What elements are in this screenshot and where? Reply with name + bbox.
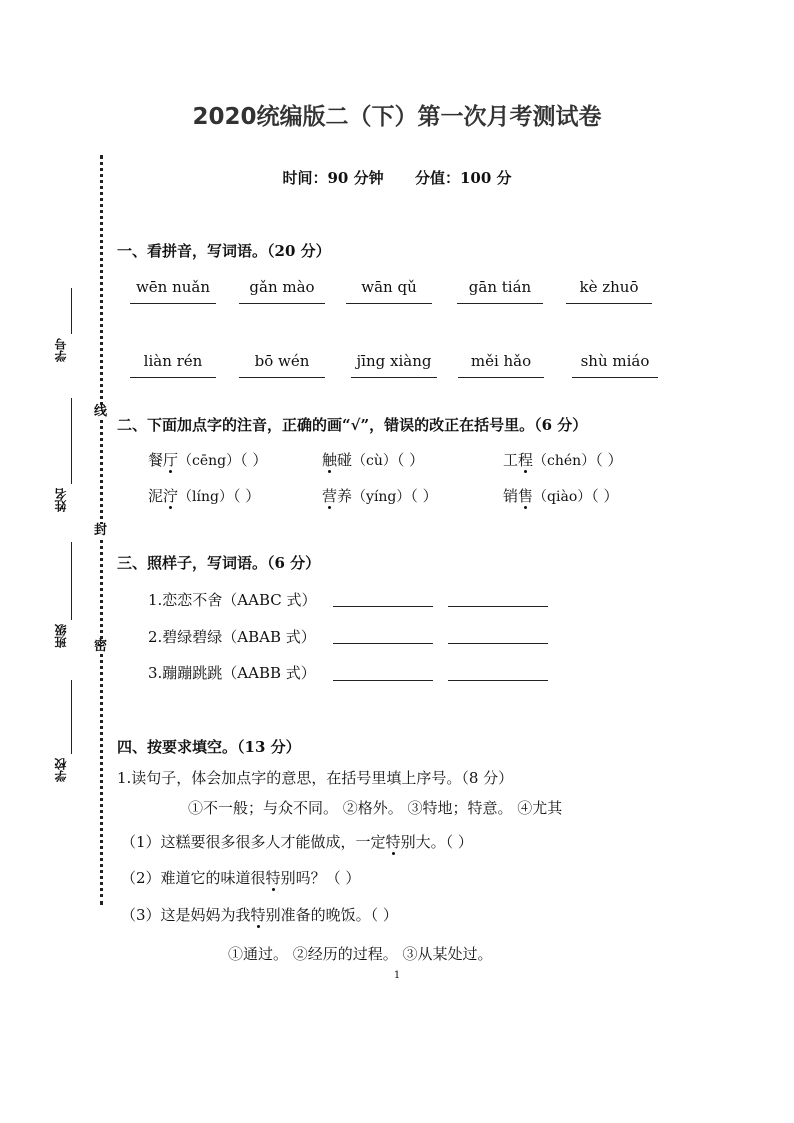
meaning-options-1: ①不一般；与众不同。 ②格外。 ③特地；特意。 ④尤其 [188,799,563,817]
school-label: 学校 [54,758,68,782]
dotted-char: 售 [518,487,534,505]
answer-line[interactable] [130,303,216,304]
answer-line[interactable] [333,606,433,607]
dotted-char: 特 [385,833,401,851]
answer-line[interactable] [130,377,216,378]
answer-line[interactable] [333,680,433,681]
name-label: 姓名 [54,488,68,512]
score-label: 分值： [414,169,460,187]
pinyin-item [572,352,658,378]
answer-blank[interactable]: （ ） [232,487,261,505]
section2-heading: 二、下面加点字的注音，正确的画“√”，错误的改正在括号里。（6 分） [117,416,588,434]
pinyin-text: gǎn mào [249,278,315,296]
dotted-char: 触 [322,451,338,469]
dotted-char: 营 [322,487,338,505]
pinyin-item [239,352,325,378]
pinyin-text: shù miáo [580,352,650,370]
pinyin-item [130,278,216,304]
student-id-label: 学号 [54,338,68,362]
answer-blank[interactable]: 别准备的晚饭。（ ） [265,906,398,924]
dotted-char: 特 [250,906,266,924]
exam-info [0,167,794,188]
question-1: 1.读句子，体会加点字的意思，在括号里填上序号。（8 分） [117,769,514,787]
answer-blank[interactable]: 别吗？（ ） [280,869,361,887]
pinyin-item [130,352,216,378]
pinyin-text: gān tián [468,278,532,296]
phonetic-item: 触碰（cù）（ ） [322,451,425,469]
pinyin-text: liàn rén [143,352,203,370]
time-value: 90 分钟 [327,169,384,187]
answer-line[interactable] [566,303,652,304]
phonetic-item: 工程（chén）（ ） [503,451,623,469]
pinyin-text: bō wén [254,352,310,370]
answer-line[interactable] [239,377,325,378]
answer-line[interactable] [239,303,325,304]
school-field[interactable] [71,680,72,754]
answer-line[interactable] [572,377,658,378]
pinyin-text: wān qǔ [361,278,417,296]
section1-heading: 一、看拼音，写词语。（20 分） [117,242,331,260]
pinyin-text: wēn nuǎn [135,278,211,296]
pattern-item: 2.碧绿碧绿（ABAB 式） [148,628,316,646]
page-title: 2020统编版二（下）第一次月考测试卷 [192,104,602,130]
dotted-char: 泞 [163,487,179,505]
answer-line[interactable] [448,680,548,681]
pinyin-item [566,278,652,304]
answer-blank[interactable]: 别大。（ ） [400,833,473,851]
dotted-char: 特 [265,869,281,887]
pinyin-item [458,352,544,378]
pattern-item: 1.恋恋不舍（AABC 式） [148,591,317,609]
pinyin-text: jīng xiàng [356,352,432,370]
pinyin-item [351,352,437,378]
binding-marker-feng: 封 [94,523,108,538]
section3-heading: 三、照样子，写词语。（6 分） [117,554,321,572]
page-number: 1 [393,970,401,981]
pinyin-item [457,278,543,304]
answer-line[interactable] [448,643,548,644]
score-value: 100 分 [459,169,512,187]
class-label: 班级 [54,624,68,648]
answer-line[interactable] [457,303,543,304]
binding-marker-mi: 密 [94,639,108,654]
pattern-item: 3.蹦蹦跳跳（AABB 式） [148,664,316,682]
student-id-field[interactable] [71,288,72,334]
answer-line[interactable] [333,643,433,644]
answer-line[interactable] [448,606,548,607]
time-label: 时间： [282,169,328,187]
pinyin-text: kè zhuō [579,278,639,296]
dotted-char: 厅 [163,451,179,469]
name-field[interactable] [71,398,72,484]
dotted-char: 程 [518,451,534,469]
pinyin-text: měi hǎo [470,352,532,370]
pinyin-item [346,278,432,304]
answer-blank[interactable]: （ ） [410,487,438,505]
phonetic-item: 餐厅（cēng）（ ） [148,451,268,469]
sentence-1: （1）这糕要很多很多人才能做成，一定特别大。（ ） [121,833,473,851]
answer-blank[interactable]: （ ） [595,451,623,469]
phonetic-item: 营养（yíng）（ ） [322,487,438,505]
sentence-3: （3）这是妈妈为我特别准备的晚饭。（ ） [121,906,398,924]
pinyin-item [239,278,325,304]
phonetic-item: 销售（qiào）（ ） [503,487,619,505]
class-field[interactable] [71,542,72,620]
answer-blank[interactable]: （ ） [396,451,425,469]
answer-line[interactable] [458,377,544,378]
binding-marker-xian: 线 [94,404,108,419]
answer-blank[interactable]: （ ） [240,451,268,469]
section4-heading: 四、按要求填空。（13 分） [117,738,301,756]
meaning-options-2: ①通过。 ②经历的过程。 ③从某处过。 [228,945,493,963]
phonetic-item: 泥泞（líng）（ ） [148,487,261,505]
sentence-2: （2）难道它的味道很特别吗？（ ） [121,869,361,887]
answer-line[interactable] [346,303,432,304]
answer-blank[interactable]: （ ） [591,487,619,505]
answer-line[interactable] [351,377,437,378]
